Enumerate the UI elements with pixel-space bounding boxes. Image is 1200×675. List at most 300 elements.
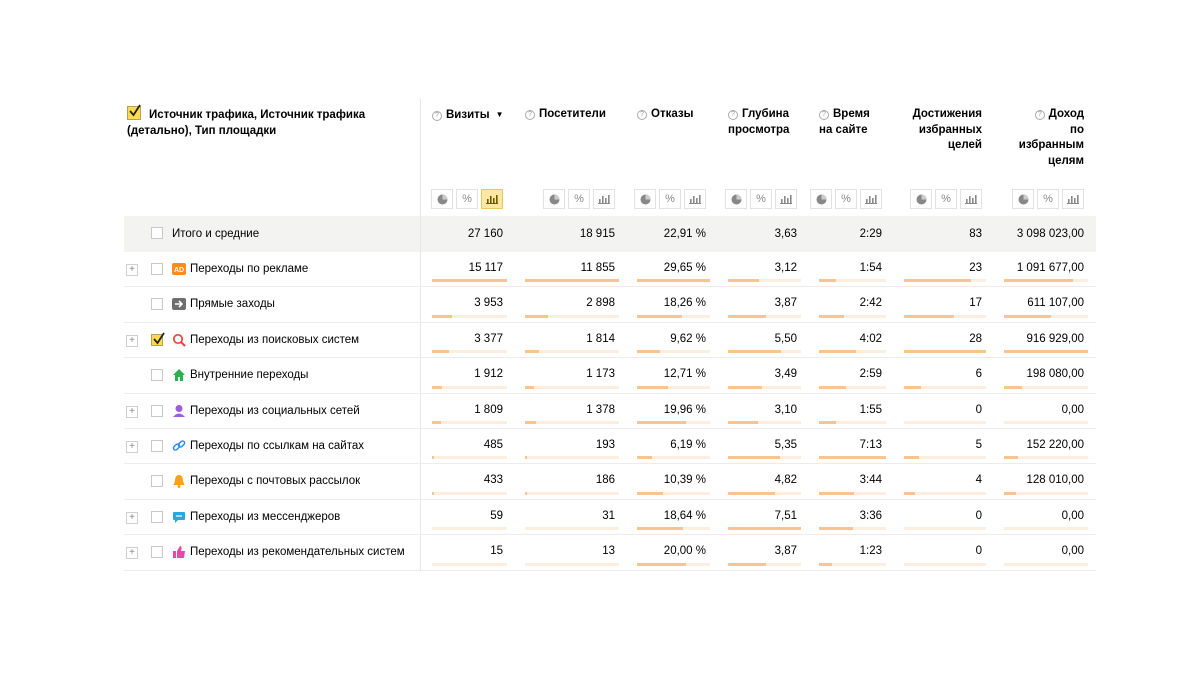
metric-value: 2:29: [859, 228, 882, 240]
percent-icon[interactable]: %: [750, 189, 772, 209]
bar-chart-icon[interactable]: [481, 189, 503, 209]
metric-cell-goals: [894, 500, 994, 534]
pie-chart-icon[interactable]: [543, 189, 565, 209]
metric-value: 0,00: [1061, 403, 1084, 416]
share-bar-fill: [1004, 279, 1073, 282]
share-bar-fill: [432, 350, 449, 353]
percent-icon[interactable]: %: [835, 189, 857, 209]
metric-value: 31: [602, 509, 615, 522]
metric-value: 22,91 %: [663, 228, 706, 240]
metric-value: 2:42: [859, 297, 882, 310]
column-header-revenue[interactable]: [994, 98, 1096, 216]
bar-chart-icon[interactable]: [684, 189, 706, 209]
metric-cell-time: [809, 216, 894, 252]
share-bar: [904, 492, 986, 495]
share-bar-fill: [432, 315, 452, 318]
metric-value: 18 915: [579, 228, 615, 240]
metric-cell-goals: [894, 287, 994, 321]
metric-cell-time: [809, 429, 894, 463]
metric-cell-goals: [894, 394, 994, 428]
column-header-visits[interactable]: [422, 98, 515, 216]
column-title-visits[interactable]: [432, 107, 504, 124]
help-icon[interactable]: ?: [637, 110, 647, 120]
metric-value: 0,00: [1061, 545, 1084, 558]
metric-value: 18,64 %: [663, 509, 706, 522]
metric-cell-time: [809, 500, 894, 534]
share-bar-fill: [432, 456, 434, 459]
column-title-text: Посетители: [539, 108, 606, 120]
metric-cell-depth: [718, 287, 809, 321]
dimension-header: [124, 98, 421, 216]
bar-chart-icon[interactable]: [775, 189, 797, 209]
metric-cell-time: [809, 287, 894, 321]
pie-chart-icon[interactable]: [810, 189, 832, 209]
metric-cell-depth: [718, 323, 809, 357]
metric-cell-goals: [894, 358, 994, 392]
link-icon: [172, 439, 186, 453]
view-mode-buttons: [725, 189, 797, 209]
column-title-text: Отказы: [651, 108, 694, 120]
metric-value: 4:02: [859, 332, 882, 345]
share-bar-fill: [525, 492, 527, 495]
metric-value: 19,96 %: [663, 403, 706, 416]
percent-icon[interactable]: %: [456, 189, 478, 209]
column-title-text: Достижения: [912, 108, 982, 120]
percent-icon[interactable]: %: [568, 189, 590, 209]
metric-value: 3,87: [774, 297, 797, 310]
row-checkbox[interactable]: [151, 227, 163, 239]
table-row[interactable]: [124, 287, 1096, 322]
search-icon: [172, 333, 186, 347]
metric-value: 1 091 677,00: [1016, 262, 1084, 274]
metric-value: 3,12: [774, 262, 797, 274]
column-title-text: Глубина: [742, 108, 790, 120]
column-title-text: избранным: [1018, 139, 1084, 151]
row-checkbox[interactable]: [151, 334, 163, 346]
traffic-report-table: [124, 98, 1096, 571]
dimension-cell: [124, 252, 421, 286]
metric-value: 485: [483, 438, 503, 451]
total-row[interactable]: [124, 216, 1096, 252]
share-bar: [637, 563, 710, 566]
share-bar: [1004, 421, 1088, 424]
expand-button[interactable]: +: [126, 547, 138, 559]
row-label[interactable]: Переходы из поисковых систем: [190, 333, 360, 346]
metric-value: 1 814: [586, 332, 615, 345]
table-row[interactable]: [124, 429, 1096, 464]
share-bar: [1004, 456, 1088, 459]
share-bar: [728, 492, 801, 495]
table-row[interactable]: [124, 323, 1096, 358]
help-icon[interactable]: ?: [1035, 110, 1045, 120]
metric-cell-bounce: [627, 535, 718, 569]
share-bar-fill: [432, 492, 434, 495]
sort-desc-icon[interactable]: ▼: [495, 110, 504, 119]
percent-icon[interactable]: %: [935, 189, 957, 209]
metric-value: 7:13: [859, 438, 882, 451]
metric-cell-revenue: [994, 216, 1096, 252]
metric-cell-goals: [894, 323, 994, 357]
metric-value: 3,49: [774, 368, 797, 381]
share-bar-fill: [1004, 315, 1051, 318]
metric-value: 23: [969, 262, 982, 274]
share-bar-fill: [904, 492, 915, 495]
help-icon[interactable]: ?: [819, 110, 829, 120]
metric-value: 152 220,00: [1026, 438, 1084, 451]
share-bar-fill: [728, 350, 781, 353]
table-row[interactable]: [124, 500, 1096, 535]
share-bar: [525, 563, 619, 566]
row-label[interactable]: Итого и средние: [172, 228, 260, 240]
metric-cell-visits: [422, 394, 515, 428]
share-bar-fill: [819, 492, 854, 495]
table-row[interactable]: [124, 394, 1096, 429]
bar-chart-icon[interactable]: [960, 189, 982, 209]
share-bar-fill: [904, 386, 921, 389]
metric-cell-bounce: [627, 429, 718, 463]
share-bar: [819, 456, 886, 459]
share-bar-fill: [525, 350, 539, 353]
metric-cell-goals: [894, 252, 994, 286]
share-bar-fill: [904, 456, 919, 459]
column-title-goals[interactable]: [913, 107, 982, 154]
share-bar: [904, 386, 986, 389]
metric-value: 193: [595, 438, 615, 451]
expand-button[interactable]: +: [126, 264, 138, 276]
row-checkbox[interactable]: [151, 263, 163, 275]
metric-cell-bounce: [627, 394, 718, 428]
column-title-time[interactable]: [819, 107, 870, 138]
metric-value: 6,19 %: [670, 438, 706, 451]
percent-icon[interactable]: %: [659, 189, 681, 209]
column-header-bounce[interactable]: [627, 98, 718, 216]
share-bar-fill: [637, 421, 686, 424]
column-title-depth[interactable]: [728, 107, 789, 138]
share-bar-fill: [819, 279, 836, 282]
share-bar: [1004, 350, 1088, 353]
row-label[interactable]: Переходы по ссылкам на сайтах: [190, 439, 365, 452]
share-bar: [904, 315, 986, 318]
share-bar: [904, 527, 986, 530]
metric-value: 5,35: [774, 438, 797, 451]
share-bar-fill: [728, 421, 758, 424]
metric-cell-bounce: [627, 287, 718, 321]
metric-cell-visitors: [515, 464, 627, 498]
metric-value: 20,00 %: [663, 545, 706, 558]
metric-value: 0,00: [1061, 509, 1084, 522]
metric-value: 3 098 023,00: [1016, 228, 1084, 240]
share-bar-fill: [819, 421, 836, 424]
metric-value: 128 010,00: [1026, 474, 1084, 487]
metric-value: 1:23: [859, 545, 882, 558]
share-bar-fill: [637, 456, 652, 459]
metric-value: 9,62 %: [670, 332, 706, 345]
share-bar-fill: [819, 527, 853, 530]
metric-value: 59: [490, 509, 503, 522]
column-title-visitors[interactable]: [525, 107, 606, 123]
share-bar: [728, 279, 801, 282]
share-bar-fill: [637, 279, 710, 282]
table-row[interactable]: [124, 464, 1096, 499]
metric-cell-visits: [422, 464, 515, 498]
metric-value: 4,82: [774, 474, 797, 487]
metric-value: 6: [975, 368, 982, 381]
metric-cell-visitors: [515, 394, 627, 428]
metric-cell-visitors: [515, 500, 627, 534]
expand-button[interactable]: +: [126, 406, 138, 418]
metric-cell-goals: [894, 216, 994, 252]
share-bar-fill: [904, 315, 954, 318]
metric-value: 15 117: [468, 262, 503, 274]
ad-icon: [172, 262, 186, 276]
metric-cell-visitors: [515, 429, 627, 463]
share-bar-fill: [525, 456, 527, 459]
metric-cell-goals: [894, 535, 994, 569]
share-bar: [819, 527, 886, 530]
column-header-visitors[interactable]: [515, 98, 627, 216]
row-label[interactable]: Переходы по рекламе: [190, 263, 309, 275]
share-bar: [637, 527, 710, 530]
row-label[interactable]: Переходы с почтовых рассылок: [190, 475, 361, 488]
metric-value: 3,10: [774, 403, 797, 416]
metric-cell-visits: [422, 500, 515, 534]
help-icon[interactable]: ?: [525, 110, 535, 120]
column-header-depth[interactable]: [718, 98, 809, 216]
metric-value: 2 898: [586, 297, 615, 310]
metric-cell-time: [809, 358, 894, 392]
expand-button[interactable]: +: [126, 512, 138, 524]
metric-cell-visitors: [515, 287, 627, 321]
pie-chart-icon[interactable]: [634, 189, 656, 209]
share-bar-fill: [819, 386, 846, 389]
metric-value: 198 080,00: [1026, 368, 1084, 381]
column-title-text: Визиты: [446, 109, 490, 121]
metric-cell-bounce: [627, 323, 718, 357]
share-bar-fill: [904, 350, 986, 353]
share-bar: [525, 421, 619, 424]
row-checkbox[interactable]: [151, 369, 163, 381]
row-checkbox[interactable]: [151, 405, 163, 417]
share-bar-fill: [637, 527, 683, 530]
share-bar: [819, 386, 886, 389]
row-label[interactable]: Внутренние переходы: [190, 369, 309, 382]
metric-cell-depth: [718, 429, 809, 463]
metric-value: 1:54: [859, 262, 882, 274]
metric-value: 3 953: [474, 297, 503, 310]
share-bar: [728, 421, 801, 424]
help-icon[interactable]: ?: [728, 110, 738, 120]
share-bar: [432, 315, 507, 318]
share-bar: [728, 315, 801, 318]
bar-chart-icon[interactable]: [593, 189, 615, 209]
metric-value: 12,71 %: [663, 368, 706, 381]
row-checkbox[interactable]: [151, 475, 163, 487]
share-bar: [904, 350, 986, 353]
metric-value: 1 912: [474, 368, 503, 381]
metric-value: 3 377: [474, 332, 503, 345]
dimension-cell: [124, 394, 421, 428]
metric-cell-visitors: [515, 216, 627, 252]
pie-chart-icon[interactable]: [431, 189, 453, 209]
metric-value: 17: [969, 297, 982, 310]
share-bar: [728, 563, 801, 566]
metric-cell-time: [809, 394, 894, 428]
row-label[interactable]: Переходы из рекомендательных систем: [190, 546, 405, 559]
row-checkbox[interactable]: [151, 440, 163, 452]
share-bar-fill: [819, 563, 832, 566]
row-checkbox[interactable]: [151, 511, 163, 523]
share-bar: [432, 421, 507, 424]
metric-value: 3,63: [774, 228, 797, 240]
expand-button[interactable]: +: [126, 441, 138, 453]
column-header-time[interactable]: [809, 98, 894, 216]
metric-cell-visitors: [515, 358, 627, 392]
share-bar-fill: [819, 315, 844, 318]
expand-button[interactable]: +: [126, 335, 138, 347]
view-mode-buttons: [431, 189, 503, 209]
row-checkbox[interactable]: [151, 298, 163, 310]
share-bar: [1004, 527, 1088, 530]
metric-value: 186: [595, 474, 615, 487]
pie-chart-icon[interactable]: [1012, 189, 1034, 209]
share-bar: [1004, 563, 1088, 566]
share-bar: [432, 386, 507, 389]
share-bar: [1004, 386, 1088, 389]
chat-icon: [172, 510, 186, 524]
metric-cell-time: [809, 323, 894, 357]
column-title-text: целей: [947, 139, 982, 151]
metric-value: 433: [483, 474, 503, 487]
dimension-cell: [124, 287, 421, 321]
share-bar-fill: [637, 315, 682, 318]
pie-chart-icon[interactable]: [910, 189, 932, 209]
share-bar: [432, 563, 507, 566]
metric-value: 29,65 %: [663, 262, 706, 274]
share-bar-fill: [525, 386, 534, 389]
share-bar: [1004, 492, 1088, 495]
view-mode-buttons: [543, 189, 615, 209]
share-bar: [525, 315, 619, 318]
metric-cell-goals: [894, 464, 994, 498]
pie-chart-icon[interactable]: [725, 189, 747, 209]
metric-value: 27 160: [467, 228, 503, 240]
metric-cell-time: [809, 464, 894, 498]
metric-cell-depth: [718, 535, 809, 569]
metric-value: 1:55: [859, 403, 882, 416]
row-label[interactable]: Переходы из социальных сетей: [190, 404, 360, 417]
dimension-cell: [124, 500, 421, 534]
share-bar: [525, 456, 619, 459]
metric-cell-bounce: [627, 216, 718, 252]
column-title-text: по: [1070, 123, 1084, 136]
metric-value: 83: [969, 228, 982, 240]
metric-value: 916 929,00: [1026, 332, 1084, 345]
column-title-text: целям: [1048, 154, 1084, 167]
bar-chart-icon[interactable]: [860, 189, 882, 209]
share-bar-fill: [637, 350, 660, 353]
metric-cell-revenue: [994, 394, 1096, 428]
share-bar-fill: [1004, 492, 1016, 495]
share-bar-fill: [728, 527, 801, 530]
percent-icon[interactable]: %: [1037, 189, 1059, 209]
table-row[interactable]: [124, 535, 1096, 570]
view-mode-buttons: [1012, 189, 1084, 209]
share-bar-fill: [728, 456, 780, 459]
dimension-cell: [124, 464, 421, 498]
metric-cell-visits: [422, 216, 515, 252]
share-bar: [819, 279, 886, 282]
metric-cell-visitors: [515, 252, 627, 286]
dimension-title[interactable]: Источник трафика, Источник трафика (детально), Тип площадки: [127, 109, 366, 137]
dimension-cell: [124, 216, 421, 252]
share-bar-fill: [637, 563, 686, 566]
share-bar-fill: [525, 315, 548, 318]
share-bar: [432, 456, 507, 459]
thumbs-up-icon: [172, 545, 186, 559]
share-bar: [637, 421, 710, 424]
metric-value: 1 173: [586, 368, 615, 381]
table-row[interactable]: [124, 358, 1096, 393]
dimension-cell: [124, 323, 421, 357]
table-row[interactable]: [124, 252, 1096, 287]
metric-cell-goals: [894, 429, 994, 463]
column-title-bounce[interactable]: [637, 107, 693, 123]
metric-value: 0: [975, 403, 982, 416]
metric-cell-time: [809, 535, 894, 569]
social-icon: [172, 404, 186, 418]
row-checkbox[interactable]: [151, 546, 163, 558]
metric-cell-bounce: [627, 464, 718, 498]
bar-chart-icon[interactable]: [1062, 189, 1084, 209]
column-title-revenue[interactable]: [1019, 107, 1084, 169]
share-bar-fill: [525, 279, 619, 282]
share-bar: [904, 456, 986, 459]
metric-value: 13: [602, 545, 615, 558]
column-header-goals[interactable]: [894, 98, 994, 216]
share-bar-fill: [432, 386, 442, 389]
metric-cell-visits: [422, 358, 515, 392]
metric-cell-depth: [718, 464, 809, 498]
svg-text:AD: AD: [173, 267, 185, 274]
share-bar: [728, 386, 801, 389]
metric-cell-bounce: [627, 500, 718, 534]
share-bar: [819, 315, 886, 318]
metric-value: 11 855: [580, 262, 615, 274]
share-bar: [525, 527, 619, 530]
share-bar-fill: [432, 279, 507, 282]
metric-cell-depth: [718, 252, 809, 286]
dimension-cell: [124, 429, 421, 463]
view-mode-buttons: [634, 189, 706, 209]
share-bar-fill: [728, 315, 766, 318]
row-label[interactable]: Переходы из мессенджеров: [190, 510, 341, 523]
metric-cell-revenue: [994, 500, 1096, 534]
column-title-text: избранных: [918, 123, 982, 136]
share-bar-fill: [728, 563, 766, 566]
help-icon[interactable]: ?: [432, 111, 442, 121]
metric-value: 0: [975, 545, 982, 558]
metric-cell-revenue: [994, 535, 1096, 569]
metric-value: 0: [975, 509, 982, 522]
row-label[interactable]: Прямые заходы: [190, 298, 275, 311]
metric-value: 3:44: [859, 474, 882, 487]
share-bar-fill: [904, 279, 971, 282]
share-bar: [637, 279, 710, 282]
metric-value: 15: [490, 545, 503, 558]
metric-value: 611 107,00: [1027, 297, 1084, 310]
metric-cell-revenue: [994, 287, 1096, 321]
share-bar: [728, 456, 801, 459]
